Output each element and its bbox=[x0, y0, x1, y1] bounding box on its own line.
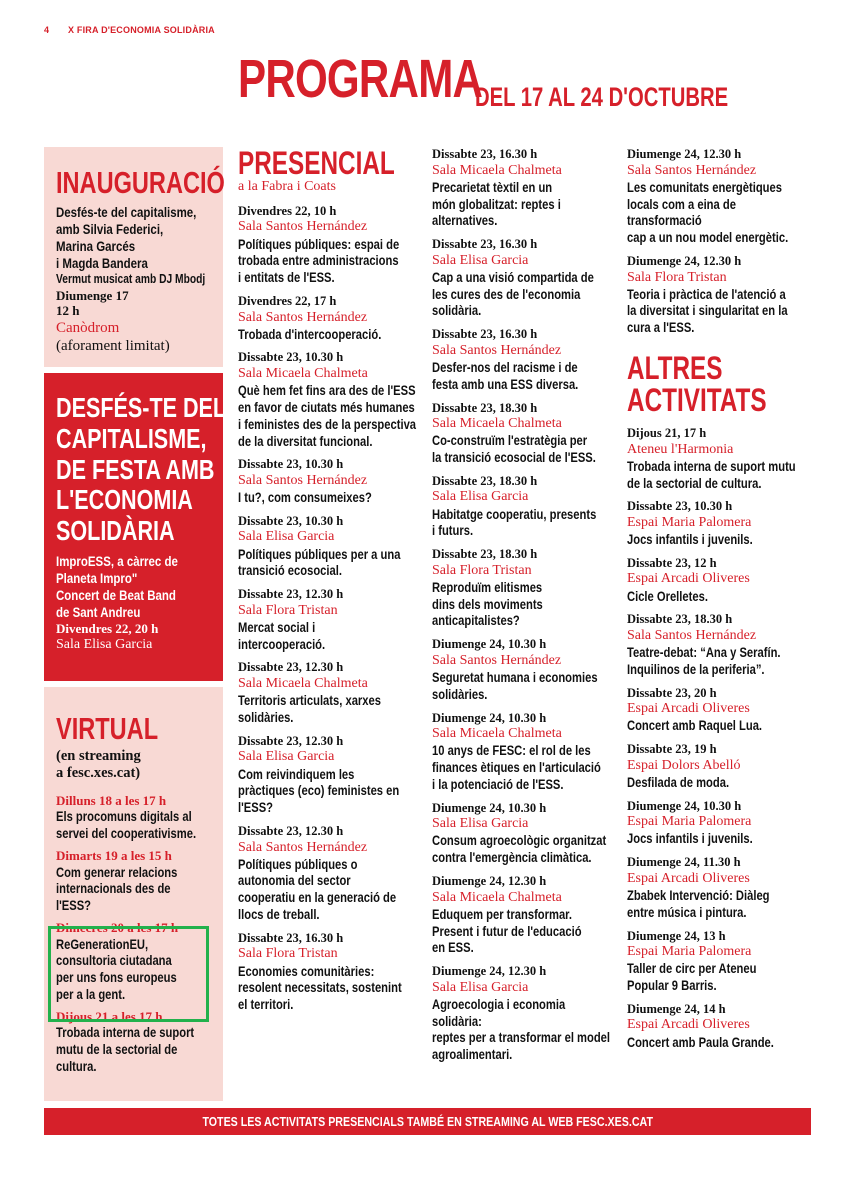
event-description: Eduquem per transformar. bbox=[432, 905, 573, 922]
event-item bbox=[432, 547, 612, 629]
event-room: Sala Santos Hernández bbox=[432, 342, 562, 358]
virtual-item-text: servei del cooperativisme. bbox=[56, 825, 197, 842]
inauguracio-line: amb Silvia Federici, bbox=[56, 221, 164, 238]
event-item bbox=[627, 855, 811, 920]
event-column-2 bbox=[432, 147, 612, 1071]
desfes-date: Divendres 22, 20 h bbox=[56, 621, 159, 637]
event-date: Dissabte 23, 20 h bbox=[627, 685, 717, 700]
event-room: Espai Arcadi Oliveres bbox=[627, 701, 750, 717]
desfes-heading-line: L'ECONOMIA bbox=[56, 484, 193, 516]
event-description: cooperatiu en la generació de bbox=[238, 889, 397, 906]
inauguracio-heading: INAUGURACIÓ bbox=[56, 165, 225, 200]
event-description: Agroecologia i economia solidària: bbox=[432, 995, 566, 1029]
footer-text: TOTES LES ACTIVITATS PRESENCIALS TAMBÉ EN STREAMING AL WEB FESC.XES.CAT bbox=[202, 1114, 653, 1129]
virtual-item-date: Dilluns 18 a les 17 h bbox=[56, 792, 167, 808]
event-description: autonomia del sector bbox=[238, 872, 351, 889]
event-item bbox=[238, 350, 418, 449]
desfes-line: Planeta Impro" bbox=[56, 570, 138, 587]
virtual-item-text: cultura. bbox=[56, 1057, 97, 1074]
virtual-item-text: ReGenerationEU, bbox=[56, 935, 149, 952]
event-item bbox=[238, 587, 418, 652]
event-item bbox=[627, 254, 811, 336]
event-description: l'ESS? bbox=[238, 799, 274, 816]
virtual-heading: VIRTUAL bbox=[56, 711, 159, 746]
event-date: Dissabte 23, 16.30 h bbox=[432, 327, 538, 342]
event-item bbox=[627, 742, 811, 791]
altres-heading-line: ALTRES bbox=[627, 350, 723, 387]
virtual-item bbox=[56, 848, 211, 914]
event-room: Sala Micaela Chalmeta bbox=[432, 889, 562, 905]
event-item bbox=[627, 147, 811, 246]
event-room: Sala Santos Hernández bbox=[627, 627, 757, 643]
event-description: solidària. bbox=[432, 302, 482, 319]
event-description: Territoris articulats, xarxes bbox=[238, 692, 381, 709]
event-item bbox=[238, 294, 418, 343]
event-date: Diumenge 24, 10.30 h bbox=[627, 798, 742, 813]
event-column-3 bbox=[627, 147, 811, 1058]
event-item bbox=[432, 147, 612, 229]
event-description: Com reivindiquem les bbox=[238, 765, 355, 782]
event-item bbox=[432, 874, 612, 956]
event-room: Espai Dolors Abelló bbox=[627, 757, 741, 773]
event-date: Divendres 22, 10 h bbox=[238, 203, 337, 218]
event-room: Sala Elisa Garcia bbox=[238, 529, 335, 545]
event-date: Divendres 22, 17 h bbox=[238, 293, 337, 308]
event-description: Què hem fet fins ara des de l'ESS bbox=[238, 382, 416, 399]
event-list bbox=[627, 147, 811, 336]
event-item bbox=[432, 327, 612, 392]
event-item bbox=[627, 426, 811, 491]
event-description: Jocs infantils i juvenils. bbox=[627, 531, 753, 548]
event-description: en favor de ciutats més humanes bbox=[238, 398, 415, 415]
virtual-item-text: Com generar relacions bbox=[56, 863, 178, 880]
event-description: Cicle Orelletes. bbox=[627, 587, 708, 604]
event-room: Sala Micaela Chalmeta bbox=[432, 162, 562, 178]
event-description: Popular 9 Barris. bbox=[627, 977, 717, 994]
event-description: I tu?, com consumeixes? bbox=[238, 489, 372, 506]
event-description: Teoria i pràctica de l'atenció a bbox=[627, 285, 786, 302]
event-item bbox=[432, 237, 612, 319]
inauguracio-line: Marina Garcés bbox=[56, 238, 136, 255]
event-description: contra l'emergència climàtica. bbox=[432, 849, 592, 866]
event-date: Diumenge 24, 12.30 h bbox=[432, 874, 547, 888]
presencial-heading: PRESENCIAL bbox=[238, 145, 395, 181]
event-description: solidàries. bbox=[432, 685, 488, 702]
event-room: Sala Flora Tristan bbox=[627, 269, 727, 285]
event-date: Dissabte 23, 12.30 h bbox=[238, 587, 344, 602]
event-room: Sala Santos Hernández bbox=[627, 162, 757, 178]
event-room: Sala Micaela Chalmeta bbox=[432, 726, 562, 742]
event-date: Dissabte 23, 18.30 h bbox=[432, 400, 538, 415]
event-description: intercooperació. bbox=[238, 635, 326, 652]
event-item bbox=[627, 499, 811, 548]
event-description: llocs de treball. bbox=[238, 906, 320, 922]
event-room: Espai Arcadi Oliveres bbox=[627, 571, 750, 587]
event-item bbox=[238, 514, 418, 579]
inauguracio-time: 12 h bbox=[56, 303, 80, 319]
event-description: alternatives. bbox=[432, 212, 498, 229]
altres-heading-line: ACTIVITATS bbox=[627, 382, 767, 419]
event-description: Polítiques públiques o bbox=[238, 855, 358, 872]
event-date: Dissabte 23, 18.30 h bbox=[627, 612, 733, 627]
event-item bbox=[627, 799, 811, 848]
inauguracio-lines bbox=[56, 204, 211, 272]
event-description: món globalitzat: reptes i bbox=[432, 195, 561, 212]
event-item bbox=[238, 931, 418, 1013]
event-room: Sala Santos Hernández bbox=[238, 309, 368, 325]
event-description: Seguretat humana i economies bbox=[432, 668, 598, 685]
desfes-heading-line: CAPITALISME, bbox=[56, 422, 207, 454]
virtual-sub: (en streaming bbox=[56, 748, 141, 764]
event-date: Dissabte 23, 19 h bbox=[627, 742, 717, 757]
inauguracio-vermut: Vermut musicat amb DJ Mbodj bbox=[56, 272, 206, 287]
event-description: Zbabek Intervenció: Diàleg bbox=[627, 886, 770, 903]
event-room: Sala Flora Tristan bbox=[238, 602, 338, 618]
virtual-box bbox=[44, 687, 223, 1101]
event-description: Jocs infantils i juvenils. bbox=[627, 830, 753, 847]
event-description: Trobada interna de suport mutu bbox=[627, 457, 796, 474]
virtual-item-text: consultoria ciutadana bbox=[56, 952, 172, 969]
event-date: Dijous 21, 17 h bbox=[627, 426, 707, 441]
event-item bbox=[627, 929, 811, 994]
event-date: Dissabte 23, 10.30 h bbox=[238, 457, 344, 472]
event-description: Concert amb Raquel Lua. bbox=[627, 717, 763, 734]
event-description: 10 anys de FESC: el rol de les bbox=[432, 742, 591, 759]
event-list bbox=[432, 147, 612, 1063]
event-date: Dissabte 23, 18.30 h bbox=[432, 473, 538, 488]
event-item bbox=[627, 1002, 811, 1051]
event-room: Sala Elisa Garcia bbox=[432, 252, 529, 268]
event-date: Diumenge 24, 11.30 h bbox=[627, 855, 741, 870]
virtual-item-text: per uns fons europeus bbox=[56, 969, 177, 986]
event-room: Espai Arcadi Oliveres bbox=[627, 870, 750, 886]
virtual-item-date: Dimarts 19 a les 15 h bbox=[56, 847, 172, 863]
desfes-heading-line: DESFÉS-TE DEL bbox=[56, 392, 227, 423]
virtual-sub: a fesc.xes.cat) bbox=[56, 765, 141, 782]
event-description: resolent necessitats, sostenint bbox=[238, 979, 402, 996]
event-date: Dissabte 23, 16.30 h bbox=[238, 930, 344, 945]
event-room: Sala Elisa Garcia bbox=[432, 816, 529, 832]
event-item bbox=[627, 612, 811, 677]
event-description: Present i futur de l'educació bbox=[432, 922, 582, 939]
inauguracio-line: i Magda Bandera bbox=[56, 255, 148, 272]
virtual-item-text: mutu de la sectorial de bbox=[56, 1041, 178, 1058]
event-description: Precarietat tèxtil en un bbox=[432, 178, 553, 195]
presencial-column bbox=[238, 147, 418, 1021]
event-description: el territori. bbox=[238, 996, 294, 1013]
event-item bbox=[432, 711, 612, 793]
event-description: Concert amb Paula Grande. bbox=[627, 1033, 774, 1050]
virtual-item-text: l'ESS? bbox=[56, 897, 92, 914]
event-date: Dissabte 23, 10.30 h bbox=[238, 350, 344, 365]
event-item bbox=[432, 964, 612, 1063]
event-description: trobada entre administracions bbox=[238, 252, 399, 269]
event-item bbox=[238, 457, 418, 506]
event-description: Reproduïm elitismes bbox=[432, 578, 543, 595]
event-room: Espai Maria Palomera bbox=[627, 514, 752, 530]
desfes-heading bbox=[56, 392, 227, 547]
event-description: Economies comunitàries: bbox=[238, 962, 375, 979]
virtual-item-date: Dijous 21 a les 17 h bbox=[56, 1008, 163, 1024]
event-description: Taller de circ per Ateneu bbox=[627, 960, 757, 977]
footer-banner bbox=[44, 1108, 811, 1135]
event-date: Diumenge 24, 12.30 h bbox=[432, 964, 547, 979]
event-item bbox=[432, 637, 612, 702]
event-room: Sala Elisa Garcia bbox=[432, 979, 529, 995]
event-date: Diumenge 24, 12.30 h bbox=[627, 147, 742, 161]
event-date: Dissabte 23, 18.30 h bbox=[432, 547, 538, 562]
event-date: Diumenge 24, 13 h bbox=[627, 928, 726, 943]
event-description: Mercat social i bbox=[238, 618, 316, 635]
event-date: Dissabte 23, 10.30 h bbox=[627, 499, 733, 514]
event-description: locals com a eina de transformació bbox=[627, 195, 736, 229]
event-description: finances ètiques en l'articulació bbox=[432, 759, 601, 776]
event-description: i la potenciació de l'ESS. bbox=[432, 775, 564, 792]
event-description: en ESS. bbox=[432, 939, 474, 956]
event-description: la transició ecosocial de l'ESS. bbox=[432, 449, 596, 466]
inauguracio-note: (aforament limitat) bbox=[56, 337, 170, 354]
event-date: Diumenge 24, 14 h bbox=[627, 1001, 726, 1016]
event-date: Diumenge 24, 10.30 h bbox=[432, 710, 547, 725]
event-description: reptes per a transformar el model bbox=[432, 1029, 611, 1046]
event-description: Consum agroecològic organitzat bbox=[432, 832, 607, 849]
event-room: Sala Santos Hernández bbox=[432, 652, 562, 668]
event-item bbox=[238, 660, 418, 725]
virtual-item-text: per a la gent. bbox=[56, 985, 126, 1002]
event-room: Sala Micaela Chalmeta bbox=[432, 416, 562, 432]
inauguracio-venue: Canòdrom bbox=[56, 319, 120, 336]
desfes-line: de Sant Andreu bbox=[56, 604, 141, 621]
event-description: cap a un nou model energètic. bbox=[627, 229, 789, 246]
event-date: Dissabte 23, 10.30 h bbox=[238, 513, 344, 528]
presencial-sub: a la Fabra i Coats bbox=[238, 179, 336, 194]
running-title: X FIRA D'ECONOMIA SOLIDÀRIA bbox=[68, 25, 215, 35]
event-item bbox=[238, 824, 418, 923]
desfes-line: Concert de Beat Band bbox=[56, 587, 176, 604]
page-subtitle: DEL 17 AL 24 D'OCTUBRE bbox=[475, 82, 729, 112]
event-description: Les comunitats energètiques bbox=[627, 178, 782, 195]
virtual-item-date: Dimecres 20 a les 17 h bbox=[56, 919, 179, 935]
event-room: Sala Santos Hernández bbox=[238, 839, 368, 855]
event-description: Co-construïm l'estratègia per bbox=[432, 432, 588, 449]
desfes-box bbox=[44, 373, 227, 681]
page-title: PROGRAMA bbox=[238, 49, 483, 109]
event-description: les cures des de l'economia bbox=[432, 285, 581, 302]
event-description: Polítiques públiques: espai de bbox=[238, 235, 400, 252]
event-date: Dissabte 23, 12.30 h bbox=[238, 660, 344, 675]
event-item bbox=[238, 734, 418, 816]
event-item bbox=[432, 474, 612, 539]
event-item bbox=[432, 401, 612, 466]
event-description: de la diversitat funcional. bbox=[238, 432, 373, 449]
event-date: Dissabte 23, 12 h bbox=[627, 555, 717, 570]
virtual-item-text: Els procomuns digitals al bbox=[56, 808, 192, 825]
event-item bbox=[627, 556, 811, 605]
event-room: Sala Santos Hernández bbox=[238, 472, 368, 488]
event-date: Diumenge 24, 12.30 h bbox=[627, 253, 742, 268]
event-room: Ateneu l'Harmonia bbox=[627, 441, 734, 457]
event-description: Cap a una visió compartida de bbox=[432, 268, 594, 285]
inauguracio-box bbox=[44, 147, 223, 367]
event-item bbox=[432, 801, 612, 866]
virtual-item-text: internacionals des de bbox=[56, 880, 171, 897]
event-date: Dissabte 23, 12.30 h bbox=[238, 733, 344, 748]
event-description: Polítiques públiques per a una bbox=[238, 545, 401, 562]
event-description: agroalimentari. bbox=[432, 1046, 513, 1063]
event-description: i futurs. bbox=[432, 522, 474, 539]
desfes-venue: Sala Elisa Garcia bbox=[56, 636, 153, 652]
event-description: Habitatge cooperatiu, presents bbox=[432, 505, 597, 522]
event-room: Sala Santos Hernández bbox=[238, 219, 368, 235]
event-description: solidàries. bbox=[238, 708, 294, 725]
event-room: Sala Flora Tristan bbox=[432, 562, 532, 578]
altres-heading bbox=[627, 350, 811, 419]
event-room: Sala Elisa Garcia bbox=[432, 489, 529, 505]
event-room: Espai Maria Palomera bbox=[627, 944, 752, 960]
event-description: Teatre-debat: “Ana y Serafín. bbox=[627, 644, 781, 661]
desfes-line: ImproESS, a càrrec de bbox=[56, 552, 178, 569]
event-description: pràctiques (eco) feministes en bbox=[238, 782, 400, 799]
page-number: 4 bbox=[44, 25, 50, 35]
event-description: anticapitalistes? bbox=[432, 612, 520, 629]
event-date: Dissabte 23, 16.30 h bbox=[432, 237, 538, 252]
event-room: Sala Micaela Chalmeta bbox=[238, 366, 368, 382]
event-item bbox=[627, 686, 811, 735]
event-room: Sala Micaela Chalmeta bbox=[238, 676, 368, 692]
event-room: Espai Arcadi Oliveres bbox=[627, 1017, 750, 1033]
desfes-heading-line: SOLIDÀRIA bbox=[56, 515, 175, 547]
inauguracio-line: Desfés-te del capitalisme, bbox=[56, 204, 197, 220]
event-description: transició ecosocial. bbox=[238, 562, 342, 579]
event-date: Dissabte 23, 12.30 h bbox=[238, 823, 344, 838]
event-date: Diumenge 24, 10.30 h bbox=[432, 800, 547, 815]
event-description: Desfer-nos del racisme i de bbox=[432, 358, 578, 375]
event-description: i feministes des de la perspectiva bbox=[238, 415, 417, 432]
event-description: Trobada d'intercooperació. bbox=[238, 325, 382, 342]
event-list bbox=[238, 204, 418, 1013]
event-description: la diversitat i singularitat en la bbox=[627, 302, 788, 319]
virtual-item bbox=[56, 793, 211, 842]
event-description: festa amb una ESS diversa. bbox=[432, 375, 579, 392]
event-description: entre música i pintura. bbox=[627, 903, 747, 920]
event-item bbox=[238, 204, 418, 286]
event-date: Diumenge 24, 10.30 h bbox=[432, 637, 547, 652]
event-room: Sala Elisa Garcia bbox=[238, 749, 335, 765]
event-description: dins dels moviments bbox=[432, 595, 543, 612]
event-room: Espai Maria Palomera bbox=[627, 814, 752, 830]
event-description: i entitats de l'ESS. bbox=[238, 269, 335, 286]
inauguracio-date: Diumenge 17 bbox=[56, 287, 129, 303]
virtual-item-text: Trobada interna de suport bbox=[56, 1024, 195, 1041]
event-description: de la sectorial de cultura. bbox=[627, 474, 762, 491]
event-date: Dissabte 23, 16.30 h bbox=[432, 147, 538, 161]
desfes-heading-line: DE FESTA AMB bbox=[56, 453, 215, 485]
event-description: cura a l'ESS. bbox=[627, 319, 695, 336]
highlight-box bbox=[48, 926, 209, 1022]
event-list bbox=[627, 426, 811, 1050]
event-description: Inquilinos de la periferia”. bbox=[627, 660, 765, 677]
event-description: Desfilada de moda. bbox=[627, 773, 730, 790]
event-room: Sala Flora Tristan bbox=[238, 946, 338, 962]
